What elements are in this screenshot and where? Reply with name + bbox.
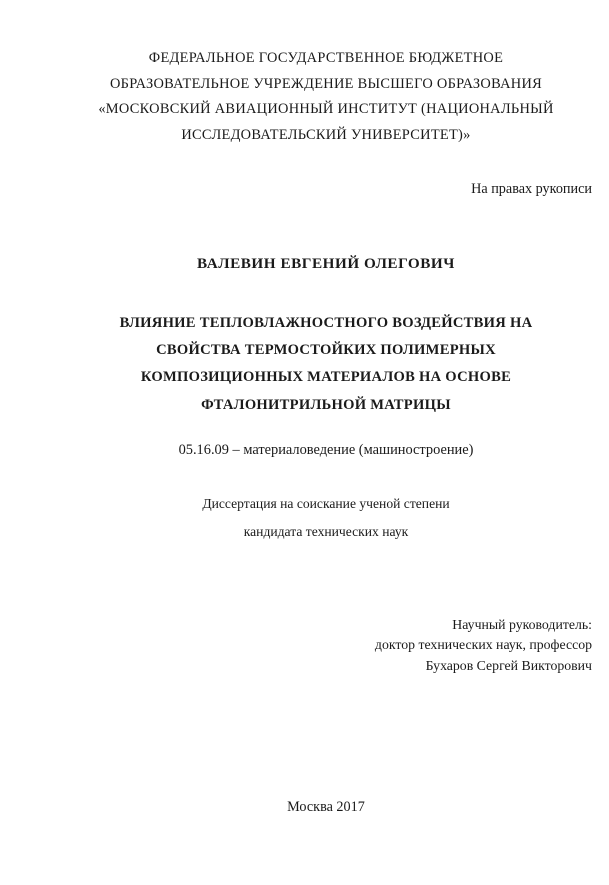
supervisor-label: Научный руководитель: bbox=[452, 617, 592, 632]
manuscript-note: На правах рукописи bbox=[471, 181, 592, 197]
supervisor-credentials: доктор технических наук, профессор bbox=[374, 637, 592, 653]
title-line-1: ВЛИЯНИЕ ТЕПЛОВЛАЖНОСТНОГО ВОЗДЕЙСТВИЯ НА bbox=[119, 315, 533, 331]
title-line-4: ФТАЛОНИТРИЛЬНОЙ МАТРИЦЫ bbox=[201, 396, 451, 413]
supervisor-block bbox=[60, 615, 592, 676]
degree-line-1: Диссертация на соискание ученой степени bbox=[202, 496, 450, 511]
institution-line-3: «МОСКОВСКИЙ АВИАЦИОННЫЙ ИНСТИТУТ (НАЦИОНАЛЬНЫЙ bbox=[98, 101, 554, 118]
title-line-2: СВОЙСТВА ТЕРМОСТОЙКИХ ПОЛИМЕРНЫХ bbox=[156, 342, 496, 359]
institution-line-1: ФЕДЕРАЛЬНОЕ ГОСУДАРСТВЕННОЕ БЮДЖЕТНОЕ bbox=[148, 50, 504, 66]
institution-line-4: ИССЛЕДОВАТЕЛЬСКИЙ УНИВЕРСИТЕТ)» bbox=[181, 126, 471, 143]
institution-line-2: ОБРАЗОВАТЕЛЬНОЕ УЧРЕЖДЕНИЕ ВЫСШЕГО ОБРАЗОВАНИЯ bbox=[109, 75, 543, 92]
specialty-code: 05.16.09 – материаловедение (машиностроение) bbox=[178, 442, 474, 458]
dissertation-title bbox=[60, 310, 592, 419]
degree-statement bbox=[60, 490, 592, 546]
place-and-year: Москва 2017 bbox=[287, 799, 365, 815]
author-name: ВАЛЕВИН ЕВГЕНИЙ ОЛЕГОВИЧ bbox=[197, 255, 455, 272]
supervisor-name: Бухаров Сергей Викторович bbox=[425, 657, 592, 673]
degree-line-2: кандидата технических наук bbox=[243, 524, 409, 539]
title-line-3: КОМПОЗИЦИОННЫХ МАТЕРИАЛОВ НА ОСНОВЕ bbox=[140, 369, 512, 386]
institution-header bbox=[60, 46, 592, 148]
